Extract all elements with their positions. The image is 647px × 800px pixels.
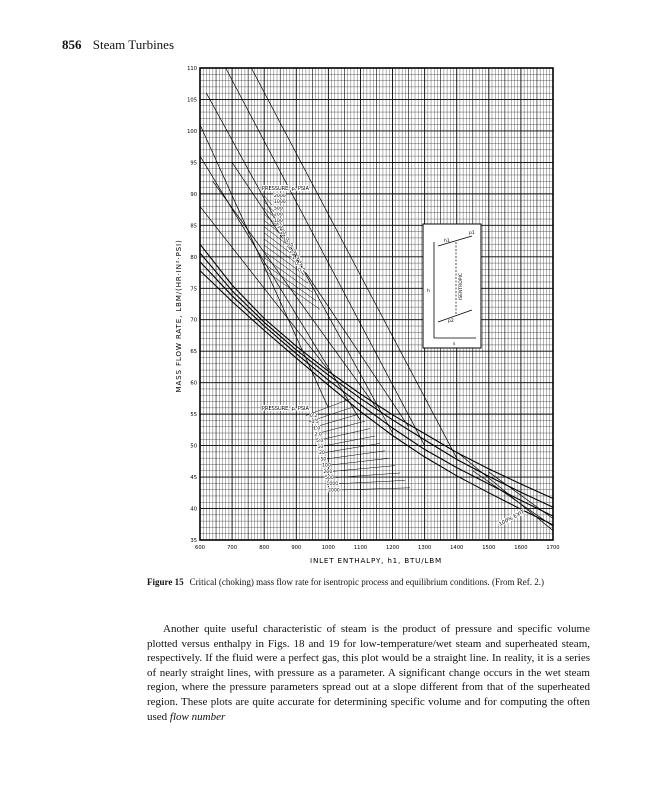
inset-label-h: h — [427, 289, 430, 294]
legend-superheat-value: 100 — [322, 463, 331, 469]
legend-superheat-value: 2000 — [328, 488, 340, 494]
figure-caption-text: Critical (choking) mass flow rate for isentropic process and equilibrium conditions. (From Ref. 2.) — [189, 577, 545, 587]
legend-superheat-value: 20 — [319, 451, 325, 457]
x-tick-label: 1500 — [482, 545, 496, 551]
legend-superheat-title: PRESSURE, p, PSIA — [262, 406, 309, 412]
x-tick-label: 1300 — [418, 545, 432, 551]
x-tick-label: 1000 — [321, 545, 335, 551]
legend-wet-value: 500 — [274, 206, 283, 212]
legend-superheat-value: 2.0 — [314, 432, 322, 438]
legend-superheat-value: 5.0 — [316, 438, 324, 444]
x-tick-label: 1200 — [385, 545, 400, 551]
x-tick-label: 900 — [291, 545, 302, 551]
y-axis-label: MASS FLOW RATE, LBM/(HR·IN²·PSI) — [174, 239, 183, 393]
x-tick-label: 800 — [259, 545, 270, 551]
chart-grid — [200, 68, 553, 540]
legend-superheat-value: 200 — [323, 469, 333, 475]
legend-leader-line — [315, 421, 365, 434]
legend-superheat-value: 1.0 — [313, 426, 321, 432]
legend-wet-value: 100 — [274, 218, 283, 224]
inset-label-p1: p1 — [469, 231, 475, 236]
body-paragraph-text: Another quite useful characteristic of steam is the product of pressure and specific volume plotted versus enthalpy in Figs. 18 and 19 for low-temperature/wet steam and superheated steam, respectively. If the fluid were a perfect gas, this plot would be a straight line. In reality, it is a series of nearly straight lines, with pressure as a parameter. A significant change occurs in the wet steam region, where the pressure parameters spread out at a slope different from that of the superheated region. These plots are quite accurate for determining specific volume and for computing the often used — [147, 623, 590, 723]
legend-superheat-values — [306, 399, 410, 493]
legend-wet-value: 50 — [277, 225, 283, 230]
y-tick-label: 75 — [190, 286, 197, 293]
x-tick-labels — [195, 545, 560, 551]
legend-wet-value: 2000 — [274, 194, 286, 199]
body-paragraph — [147, 622, 590, 724]
legend-wet-value: 2.0 — [289, 249, 297, 255]
figure-label: Figure 15 — [147, 577, 184, 587]
y-tick-label: 55 — [190, 412, 197, 419]
y-tick-label: 70 — [190, 317, 197, 324]
x-tick-label: 700 — [227, 545, 238, 551]
legend-wet-value: 1.0 — [292, 256, 300, 261]
y-tick-label: 35 — [190, 538, 197, 544]
legend-leader-line — [333, 466, 395, 472]
y-tick-label: 40 — [190, 506, 197, 513]
y-tick-label: 80 — [190, 254, 197, 261]
y-tick-label: 110 — [187, 66, 197, 72]
x-tick-label: 600 — [195, 545, 205, 551]
legend-superheat-value: 500 — [325, 476, 334, 481]
legend-leader-line — [324, 443, 380, 452]
inset-label-s: s — [453, 342, 456, 347]
legend-wet-value: 20 — [280, 231, 286, 237]
x-tick-label: 1400 — [450, 545, 464, 551]
legend-wet-value: 0.2 — [298, 268, 306, 274]
legend-wet-value: 0.5 — [295, 262, 303, 268]
legend-wet-title: PRESSURE, p, PSIA — [262, 186, 309, 192]
y-tick-label: 95 — [190, 160, 197, 167]
legend-superheat-value: 0.2 — [310, 414, 318, 419]
legend-superheat-value: 50 — [320, 457, 327, 463]
y-tick-label: 45 — [190, 475, 197, 482]
legend-superheat-value: 1000 — [326, 482, 339, 488]
inset-label-p2: p2 — [448, 319, 454, 324]
inset-frame — [423, 224, 481, 348]
y-tick-label: 90 — [190, 191, 197, 198]
legend-superheat-value: 0.5 — [311, 420, 319, 426]
y-tick-label: 105 — [187, 97, 197, 104]
y-tick-label: 100 — [187, 128, 197, 135]
inset-label-isentropic: ISENTROPIC — [459, 273, 464, 300]
x-tick-label: 1600 — [514, 545, 528, 551]
exit-annotation: 100% EXIT — [498, 509, 526, 528]
y-tick-label: 60 — [190, 380, 197, 387]
legend-wet-value: 1000 — [274, 200, 286, 206]
legend-leader-line — [330, 458, 390, 465]
body-paragraph-emphasis: flow number — [169, 710, 226, 723]
x-tick-label: 1100 — [353, 545, 368, 551]
y-tick-label: 85 — [190, 223, 197, 230]
inset-label-h1: h1 — [444, 239, 450, 244]
legend-wet-value: 200 — [274, 212, 283, 218]
y-tick-label: 65 — [190, 349, 197, 356]
y-tick-label: 50 — [190, 443, 197, 450]
legend-wet-value: 10 — [283, 237, 289, 243]
legend-leader-line — [339, 480, 405, 483]
legend-wet-value: 5.0 — [286, 243, 294, 249]
figure-caption — [147, 577, 587, 588]
page-header — [62, 37, 174, 53]
legend-superheat-value: 10 — [317, 445, 324, 450]
legend-wet-values — [264, 193, 320, 309]
page-number: 856 — [62, 37, 82, 52]
x-axis-label: INLET ENTHALPY, h1, BTU/LBM — [310, 556, 442, 565]
running-title: Steam Turbines — [92, 37, 175, 52]
legend-superheat — [262, 399, 410, 493]
inset-diagram — [423, 224, 481, 348]
y-tick-labels — [187, 66, 197, 544]
x-tick-label: 1700 — [546, 545, 560, 551]
figure-15-chart — [150, 60, 560, 565]
